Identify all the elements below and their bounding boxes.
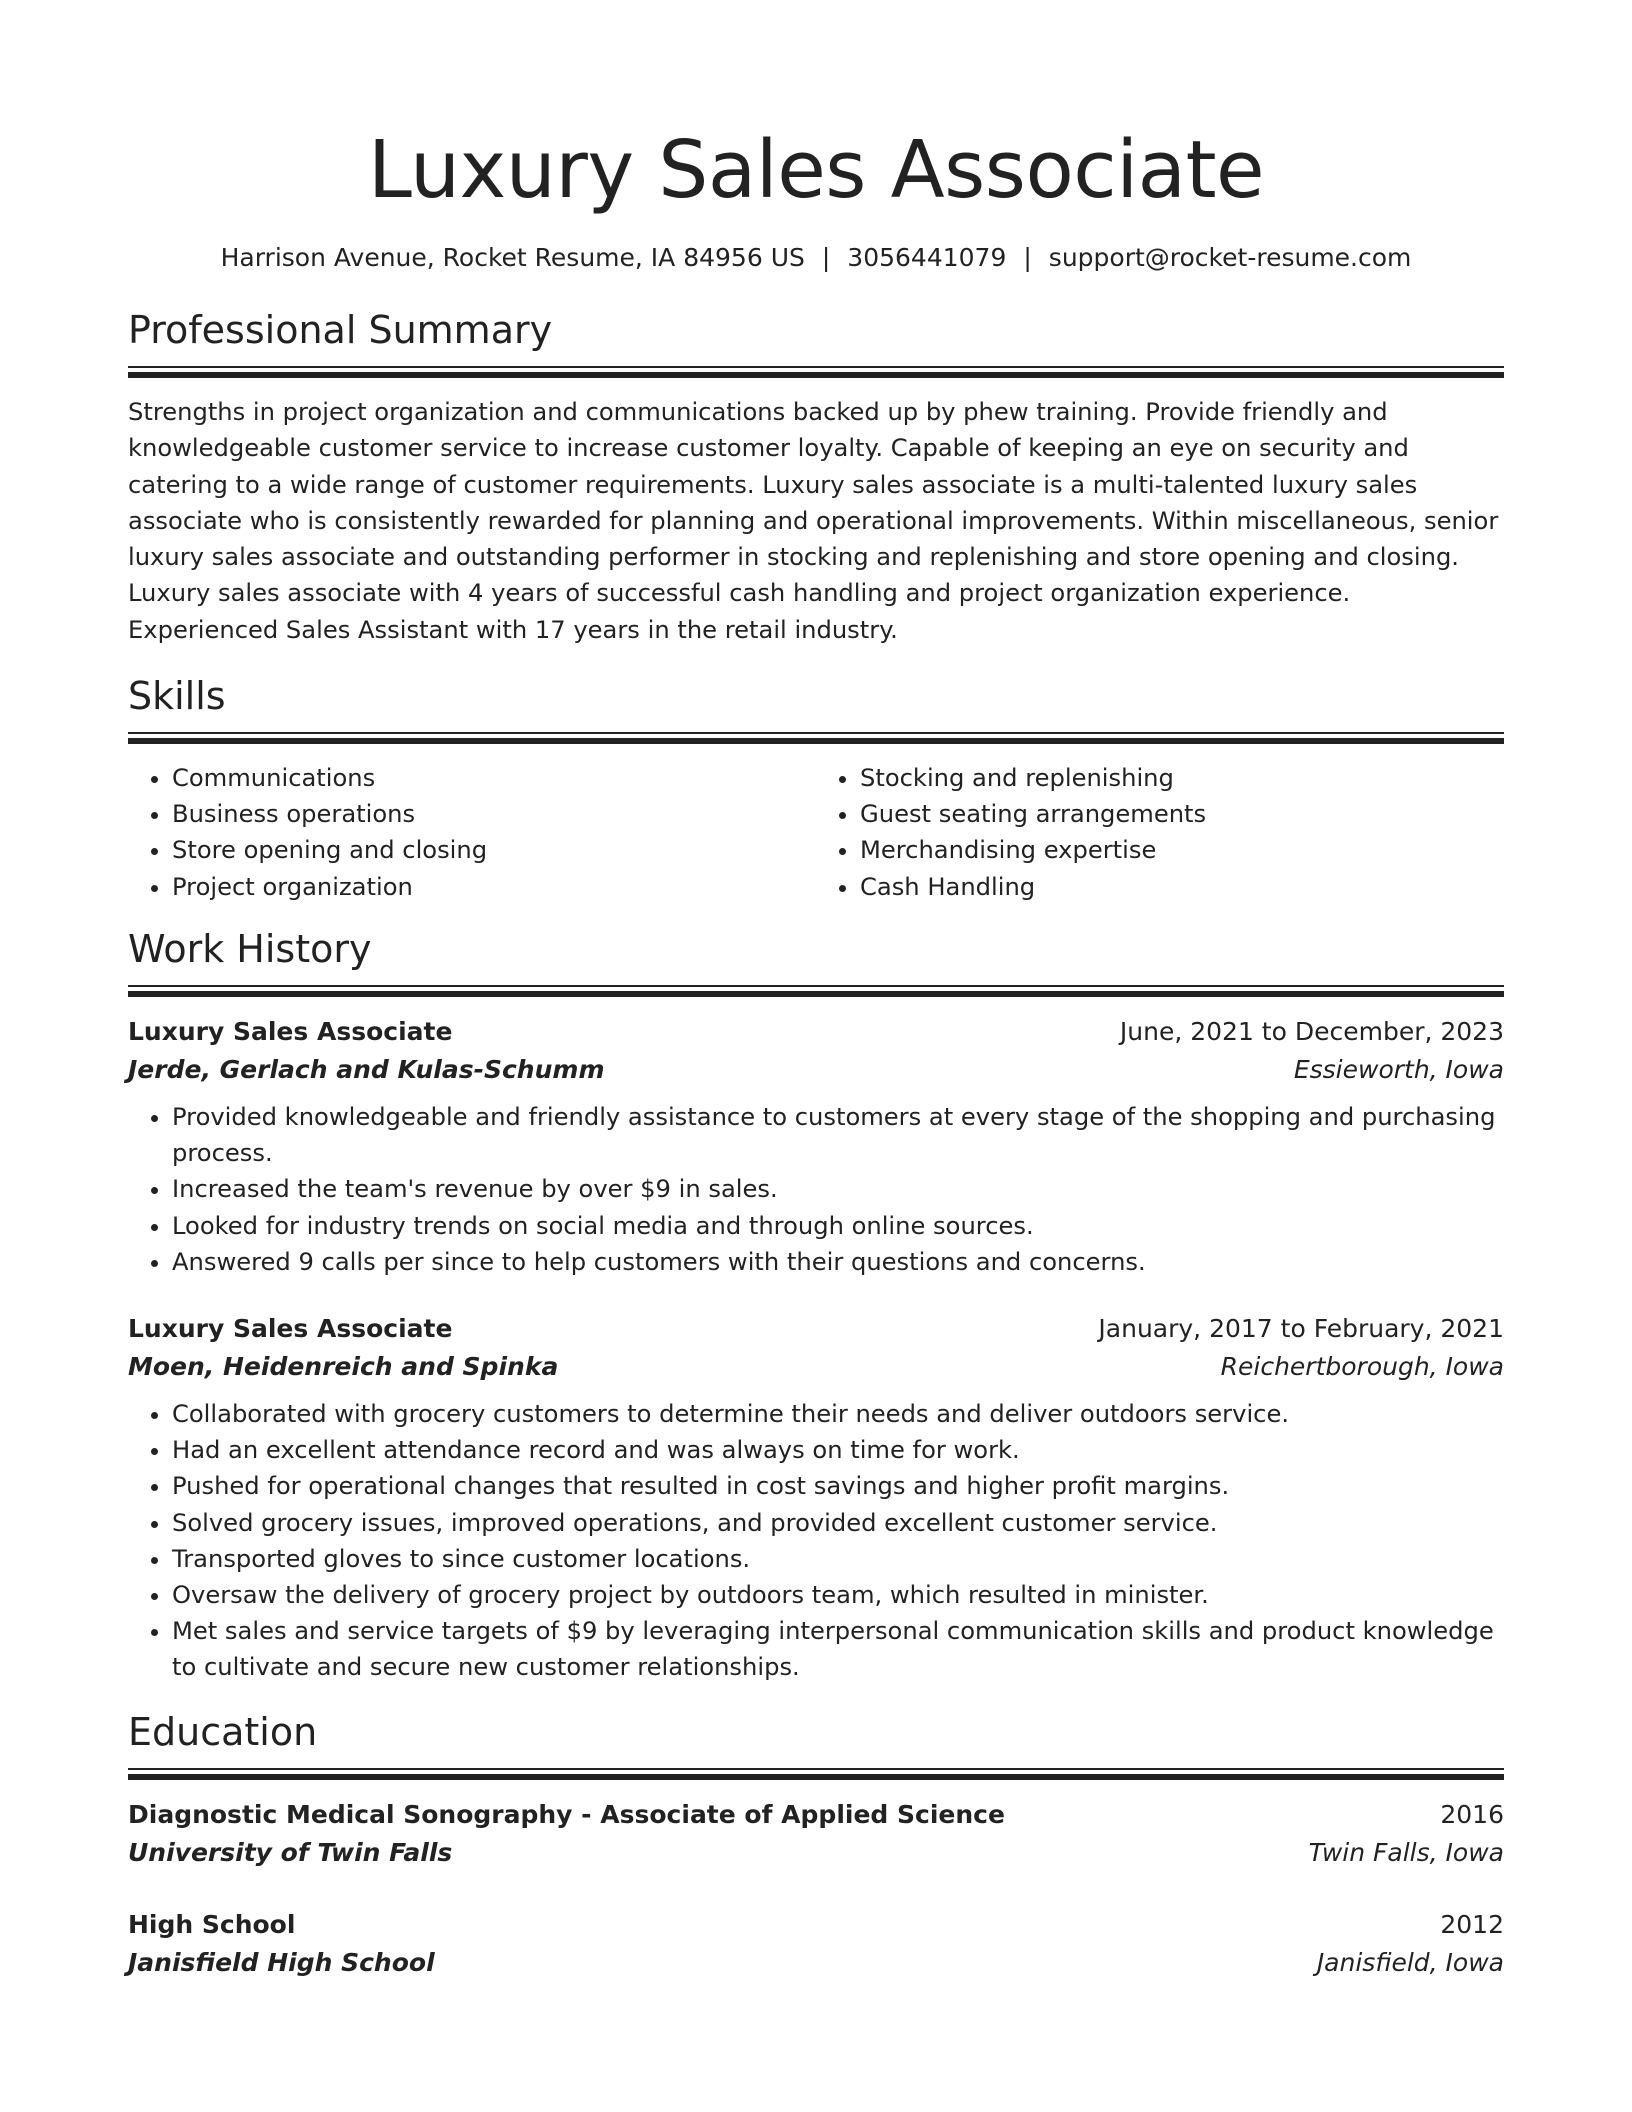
- education-subheader: [128, 1834, 1504, 1872]
- job-location: Essieworth, Iowa: [1293, 1054, 1504, 1084]
- job-bullet: • Increased the team's revenue by over $9 in sales.: [172, 1171, 1504, 1207]
- section-divider: [128, 732, 1504, 744]
- skill-item: • Guest seating arrangements: [860, 796, 1504, 832]
- education-section: [128, 1708, 1504, 1982]
- job-subheader: [128, 1348, 1504, 1386]
- job-bullet: • Collaborated with grocery customers to determine their needs and deliver outdoors service.: [172, 1396, 1504, 1432]
- job-header: [128, 1310, 1504, 1348]
- education-degree: Diagnostic Medical Sonography - Associate of Applied Science: [128, 1799, 1005, 1829]
- job-entry: [128, 1013, 1504, 1280]
- skill-item: • Merchandising expertise: [860, 832, 1504, 868]
- job-entry: [128, 1310, 1504, 1686]
- work-section: [128, 925, 1504, 1686]
- contact-address: Harrison Avenue, Rocket Resume, IA 84956 US: [220, 243, 805, 272]
- section-divider: [128, 985, 1504, 997]
- job-subheader: [128, 1051, 1504, 1089]
- section-divider: [128, 1768, 1504, 1780]
- contact-separator: |: [821, 243, 831, 272]
- skills-section: [128, 672, 1504, 905]
- skills-columns: [128, 760, 1504, 905]
- education-school: University of Twin Falls: [128, 1837, 453, 1867]
- job-title: Luxury Sales Associate: [128, 1313, 453, 1343]
- section-title-education: Education: [128, 1709, 318, 1754]
- contact-line: [128, 240, 1504, 276]
- education-school: Janisfield High School: [128, 1947, 435, 1977]
- education-header: [128, 1906, 1504, 1944]
- skills-list-right: [816, 760, 1504, 905]
- job-bullet: • Solved grocery issues, improved operations, and provided excellent customer service.: [172, 1505, 1504, 1541]
- summary-section: [128, 306, 1504, 648]
- section-divider: [128, 366, 1504, 378]
- skill-item: • Store opening and closing: [172, 832, 816, 868]
- section-title-skills: Skills: [128, 674, 226, 719]
- job-bullet: • Oversaw the delivery of grocery project by outdoors team, which resulted in minister.: [172, 1577, 1504, 1613]
- skill-item: • Cash Handling: [860, 869, 1504, 905]
- section-title-summary: Professional Summary: [128, 308, 553, 352]
- education-degree: High School: [128, 1909, 296, 1939]
- education-location: Twin Falls, Iowa: [1308, 1837, 1504, 1867]
- job-bullet: • Provided knowledgeable and friendly assistance to customers at every stage of the shopping and purchasing process.: [172, 1099, 1504, 1171]
- job-title: Luxury Sales Associate: [128, 1016, 453, 1046]
- job-bullet: • Transported gloves to since customer locations.: [172, 1541, 1504, 1577]
- job-bullets: [128, 1396, 1504, 1686]
- education-header: [128, 1796, 1504, 1834]
- section-title-work: Work History: [128, 926, 372, 971]
- job-bullet: • Met sales and service targets of $9 by leveraging interpersonal communication skills and product knowledge to cultivate and secure new customer relationships.: [172, 1613, 1504, 1685]
- job-bullet: • Pushed for operational changes that resulted in cost savings and higher profit margins.: [172, 1468, 1504, 1504]
- resume-name: Luxury Sales Associate: [367, 124, 1265, 216]
- skill-item: • Business operations: [172, 796, 816, 832]
- job-header: [128, 1013, 1504, 1051]
- skill-item: • Communications: [172, 760, 816, 796]
- education-year: 2012: [1440, 1909, 1504, 1939]
- education-entry: [128, 1906, 1504, 1982]
- education-year: 2016: [1440, 1799, 1504, 1829]
- job-location: Reichertborough, Iowa: [1220, 1351, 1504, 1381]
- education-subheader: [128, 1944, 1504, 1982]
- skills-list-left: [128, 760, 816, 905]
- job-dates: June, 2021 to December, 2023: [1119, 1016, 1504, 1046]
- summary-text: Strengths in project organization and communications backed up by phew training. Provide friendly and knowledgeable customer service to increase customer loyalty. Capable of keeping an eye on security and catering to a wide range of customer requirements. Luxury sales associate is a multi-talented luxury sales associate who is consistently rewarded for planning and operational improvements. Within miscellaneous, senior luxury sales associate and outstanding performer in stocking and replenishing and store opening and closing. Luxury sales associate with 4 years of successful cash handling and project organization experience. Experienced Sales Assistant with 17 years in the retail industry.: [128, 398, 1499, 644]
- job-bullet: • Answered 9 calls per since to help customers with their questions and concerns.: [172, 1244, 1504, 1280]
- contact-phone: 3056441079: [847, 243, 1007, 272]
- skill-item: • Stocking and replenishing: [860, 760, 1504, 796]
- contact-separator: |: [1023, 243, 1032, 272]
- job-bullets: [128, 1099, 1504, 1280]
- contact-email: support@rocket-resume.com: [1048, 243, 1412, 272]
- education-entry: [128, 1796, 1504, 1872]
- job-bullet: • Had an excellent attendance record and was always on time for work.: [172, 1432, 1504, 1468]
- skill-item: • Project organization: [172, 869, 816, 905]
- job-dates: January, 2017 to February, 2021: [1098, 1313, 1504, 1343]
- education-location: Janisfield, Iowa: [1316, 1947, 1504, 1977]
- job-company: Moen, Heidenreich and Spinka: [128, 1351, 559, 1381]
- job-bullet: • Looked for industry trends on social media and through online sources.: [172, 1208, 1504, 1244]
- job-company: Jerde, Gerlach and Kulas-Schumm: [128, 1054, 605, 1084]
